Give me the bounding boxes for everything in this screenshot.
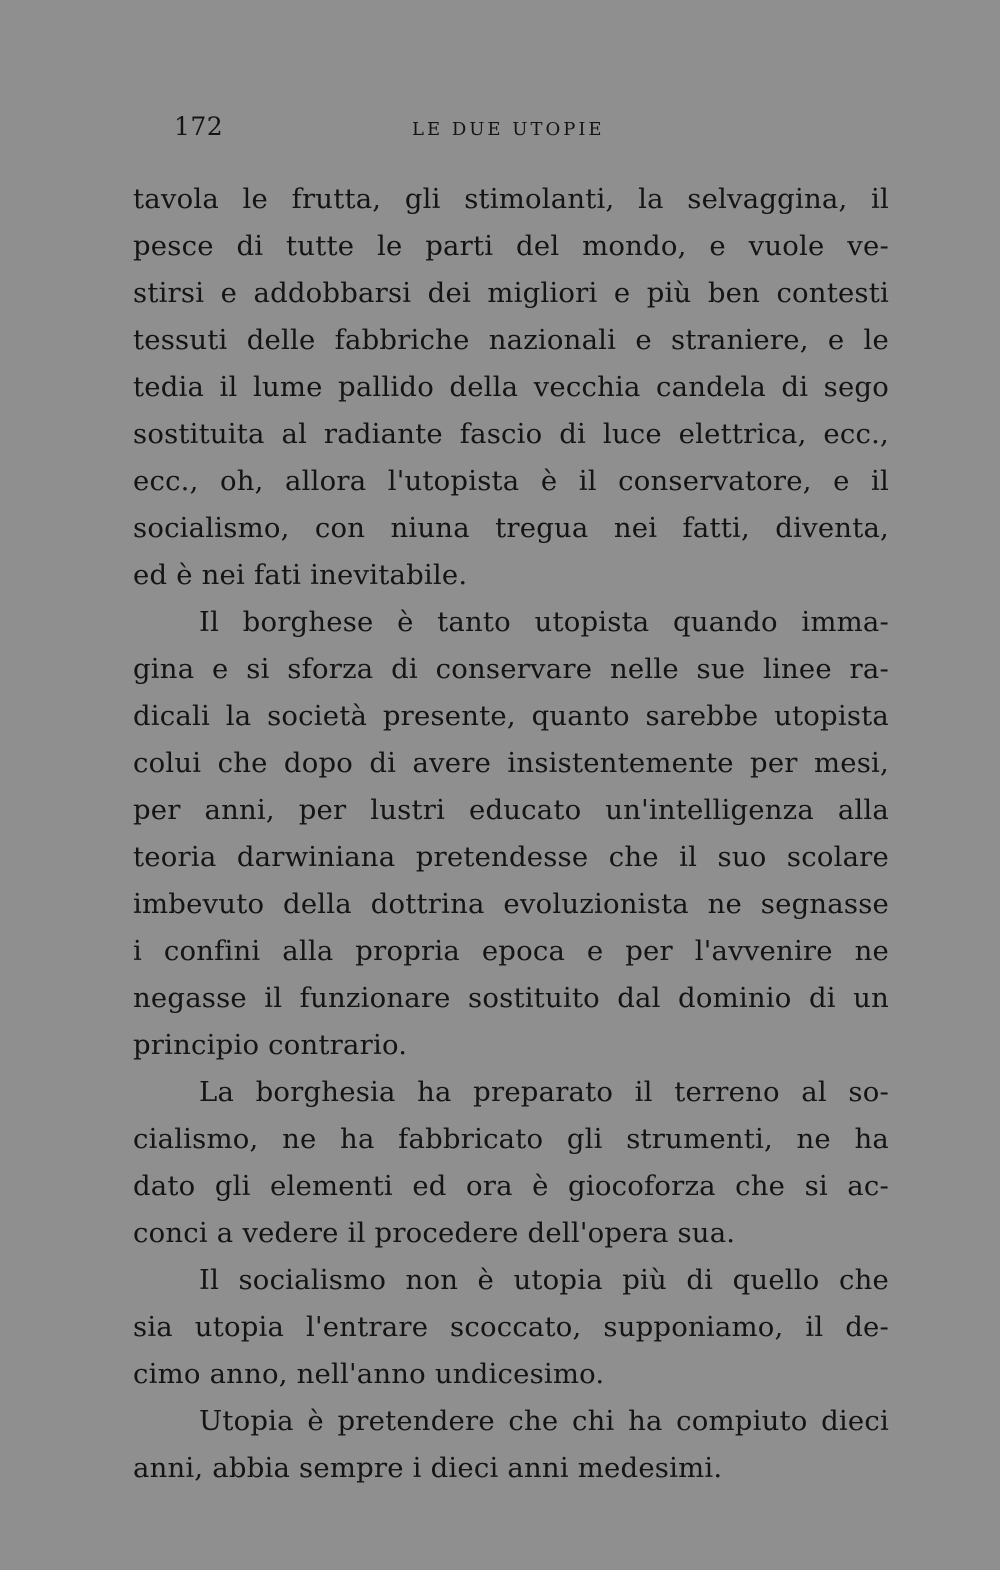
paragraph-start-line: La borghesia ha preparato il terreno al so- [199,1076,889,1108]
page-header [174,112,894,152]
text-line: pesce di tutte le parti del mondo, e vuole ve- [133,230,889,262]
paragraph-start-line: Il borghese è tanto utopista quando imma- [199,606,889,638]
text-line: tessuti delle fabbriche nazionali e straniere, e le [133,324,889,356]
text-line: cimo anno, nell'anno undicesimo. [133,1358,605,1390]
text-line: sia utopia l'entrare scoccato, supponiamo, il de- [133,1311,889,1343]
text-line: dato gli elementi ed ora è giocoforza che si ac- [133,1170,889,1202]
text-line: conci a vedere il procedere dell'opera sua. [133,1217,736,1249]
text-line: i confini alla propria epoca e per l'avvenire ne [133,935,889,967]
text-line: per anni, per lustri educato un'intelligenza alla [133,794,889,826]
text-line: stirsi e addobbarsi dei migliori e più ben contesti [133,277,889,309]
paragraph-start-line: Utopia è pretendere che chi ha compiuto dieci [199,1405,889,1437]
text-line: cialismo, ne ha fabbricato gli strumenti, ne ha [133,1123,889,1155]
text-line: colui che dopo di avere insistentemente per mesi, [133,747,889,779]
text-line: ecc., oh, allora l'utopista è il conservatore, e il [133,465,889,497]
running-title: LE DUE UTOPIE [412,119,605,140]
text-line: tavola le frutta, gli stimolanti, la selvaggina, il [133,183,889,215]
text-line: tedia il lume pallido della vecchia candela di sego [133,371,889,403]
text-line: ed è nei fati inevitabile. [133,559,468,591]
text-line: anni, abbia sempre i dieci anni medesimi. [133,1452,723,1484]
body-text [133,176,889,1492]
text-line: imbevuto della dottrina evoluzionista ne segnasse [133,888,889,920]
paragraph-start-line: Il socialismo non è utopia più di quello che [199,1264,889,1296]
page-number: 172 [174,112,224,141]
text-line: dicali la società presente, quanto sarebbe utopista [133,700,889,732]
text-line: negasse il funzionare sostituito dal dominio di un [133,982,889,1014]
text-line: principio contrario. [133,1029,408,1061]
text-line: socialismo, con niuna tregua nei fatti, diventa, [133,512,889,544]
text-line: sostituita al radiante fascio di luce elettrica, ecc., [133,418,889,450]
text-line: gina e si sforza di conservare nelle sue linee ra- [133,653,889,685]
text-line: teoria darwiniana pretendesse che il suo scolare [133,841,889,873]
